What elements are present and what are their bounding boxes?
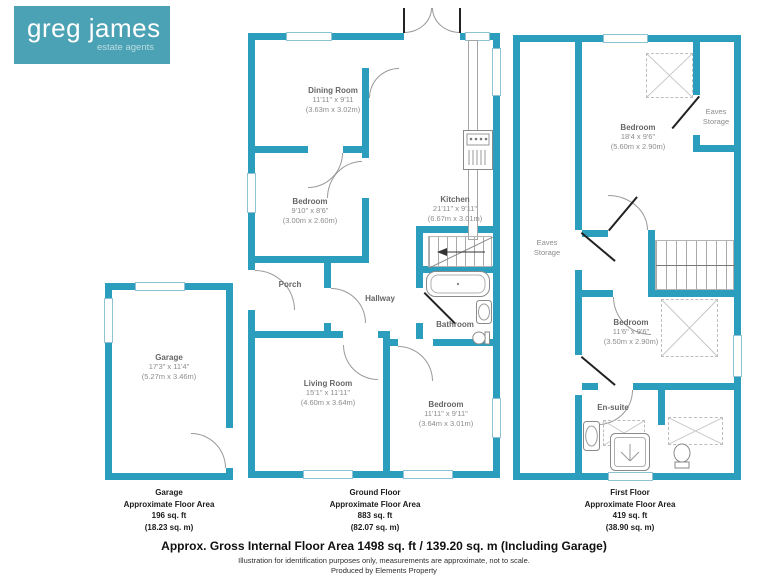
window: [286, 32, 332, 41]
window: [403, 470, 453, 479]
wall: [248, 471, 500, 478]
wall: [383, 338, 390, 471]
wall: [575, 270, 582, 355]
door-arc: [432, 8, 460, 33]
room-label-eaves-left: [534, 238, 560, 258]
room-dims-m: (3.00m x 2.60m): [282, 215, 338, 225]
staircase: [428, 236, 492, 267]
room-name: Bedroom: [428, 400, 464, 409]
room-name: Bathroom: [436, 320, 474, 329]
wall: [248, 33, 255, 270]
wall: [255, 331, 343, 338]
area-sqm: (82.07 sq. m): [350, 522, 400, 532]
wall: [575, 395, 582, 473]
room-dims-m: (5.60m x 2.90m): [610, 141, 666, 151]
footer-producer: Produced by Elements Property: [331, 566, 437, 575]
wall: [582, 383, 598, 390]
wall: [633, 383, 734, 390]
footer-total-area: Approx. Gross Internal Floor Area 1498 sq. ft / 139.20 sq. m (Including Garage): [161, 539, 607, 553]
area-title: Ground Floor: [349, 488, 401, 497]
window: [492, 48, 501, 96]
room-name: Kitchen: [440, 195, 470, 204]
skylight-icon: [646, 53, 693, 98]
wall: [378, 331, 390, 338]
room-name: Dining Room: [308, 86, 358, 95]
toilet-icon: [671, 443, 693, 474]
area-sqm: (38.90 sq. m): [605, 522, 655, 532]
room-name: Porch: [278, 280, 302, 289]
area-sqft: 419 sq. ft: [612, 511, 648, 521]
wall: [693, 145, 734, 152]
window: [603, 34, 648, 43]
wall: [362, 68, 369, 158]
door-arc: [343, 345, 378, 380]
room-label-kitchen: [428, 195, 483, 224]
window: [492, 398, 501, 438]
logo-tagline: estate agents: [96, 42, 154, 53]
area-label-ground: [290, 487, 460, 533]
room-name: Storage: [702, 116, 730, 126]
room-label-dining: [306, 86, 361, 115]
door-arc: [404, 8, 432, 33]
room-label-bathroom: [436, 320, 474, 329]
room-name: Bedroom: [620, 123, 656, 132]
wall: [248, 310, 255, 478]
wardrobe-icon: [661, 299, 718, 357]
door-arc: [331, 288, 366, 323]
room-label-ensuite: [597, 403, 629, 412]
door-leaf: [459, 8, 461, 33]
room-name: Bedroom: [613, 318, 649, 327]
area-subtitle: Approximate Floor Area: [123, 499, 215, 509]
area-sqm: (18.23 sq. m): [144, 522, 194, 532]
wall: [416, 226, 493, 233]
logo-brand: greg james: [27, 13, 161, 43]
door-leaf: [403, 8, 405, 33]
sink-icon: [476, 300, 492, 329]
room-name: Eaves: [536, 238, 558, 247]
area-label-first: [545, 487, 715, 533]
staircase: [655, 240, 734, 290]
room-name: Bedroom: [292, 197, 328, 206]
room-name: Hallway: [365, 294, 395, 303]
eaves-hatch-icon: [668, 417, 723, 445]
window: [135, 282, 185, 291]
window: [303, 470, 353, 479]
room-dims-m: (6.67m x 3.01m): [427, 213, 483, 223]
wall: [416, 323, 423, 339]
area-sqft: 196 sq. ft: [151, 511, 187, 521]
wall: [324, 263, 331, 288]
room-dims-m: (4.60m x 3.64m): [300, 397, 356, 407]
room-name: Eaves: [705, 107, 727, 116]
wall: [653, 290, 734, 297]
wall: [343, 146, 369, 153]
room-dims-m: (3.64m x 3.01m): [418, 418, 474, 428]
area-sqft: 883 sq. ft: [357, 511, 393, 521]
area-label-garage: [84, 487, 254, 533]
wall: [416, 233, 423, 288]
room-dims-ft: 15'1" x 11'11": [305, 388, 351, 397]
area-subtitle: Approximate Floor Area: [584, 499, 676, 509]
logo: [14, 6, 170, 64]
wall: [390, 339, 398, 346]
room-label-living: [301, 379, 356, 408]
area-title: First Floor: [610, 488, 650, 497]
shower-icon: [610, 433, 650, 476]
cooker-icon: [463, 130, 493, 175]
bathtub-icon: [426, 271, 490, 302]
wall: [226, 290, 233, 428]
room-dims-ft: 21'11" x 9'11": [432, 204, 478, 213]
room-name: Garage: [155, 353, 183, 362]
wall: [575, 42, 582, 230]
room-label-bedroom-1: [611, 123, 666, 152]
room-dims-ft: 17'3" x 11'4": [148, 362, 190, 371]
room-label-bedroom-1: [283, 197, 338, 226]
door-arc: [255, 270, 295, 310]
door-arc: [191, 433, 226, 468]
wall: [658, 390, 665, 425]
window: [733, 335, 742, 377]
door-arc: [369, 68, 399, 98]
room-name: Living Room: [303, 379, 353, 388]
door-arc: [398, 346, 433, 381]
wall: [734, 35, 741, 480]
room-label-eaves-right: [703, 107, 729, 127]
footer-disclaimer: Illustration for identification purposes only, measurements are approximate, not to scale.: [238, 556, 530, 565]
room-dims-m: (3.63m x 3.02m): [305, 104, 361, 114]
room-label-bedroom-2: [419, 400, 474, 429]
room-name: En-suite: [597, 403, 629, 412]
window: [104, 298, 113, 343]
sink-icon: [583, 421, 600, 456]
window: [247, 173, 256, 213]
wall: [582, 290, 613, 297]
room-dims-ft: 18'4 x 9'6": [620, 132, 656, 141]
room-label-bedroom-2: [604, 318, 659, 347]
ground-floor-plan: [248, 8, 500, 480]
wall: [255, 146, 308, 153]
wall: [693, 42, 700, 95]
door-leaf: [581, 356, 616, 385]
room-dims-m: (5.27m x 3.46m): [141, 371, 197, 381]
room-label-garage: [142, 353, 197, 382]
garage-plan: [105, 283, 233, 480]
wall: [513, 35, 520, 480]
toilet-icon: [472, 330, 490, 351]
room-dims-m: (3.50m x 2.90m): [603, 336, 659, 346]
room-dims-ft: 11'11" x 9'11: [312, 95, 354, 104]
room-name: Storage: [533, 247, 561, 257]
door-leaf: [672, 96, 700, 129]
area-title: Garage: [155, 488, 183, 497]
room-dims-ft: 11'11" x 9'11": [424, 409, 468, 418]
wall: [255, 256, 369, 263]
wall: [105, 473, 233, 480]
area-subtitle: Approximate Floor Area: [329, 499, 421, 509]
first-floor-plan: [513, 35, 741, 480]
wall: [226, 468, 233, 473]
room-label-hallway: [365, 294, 395, 303]
wall: [362, 198, 369, 256]
room-label-porch: [279, 280, 302, 289]
stair-rail: [656, 265, 735, 266]
room-dims-ft: 11'6" x 9'6": [612, 327, 650, 336]
wall: [648, 230, 655, 297]
room-dims-ft: 9'10" x 8'6": [291, 206, 329, 215]
